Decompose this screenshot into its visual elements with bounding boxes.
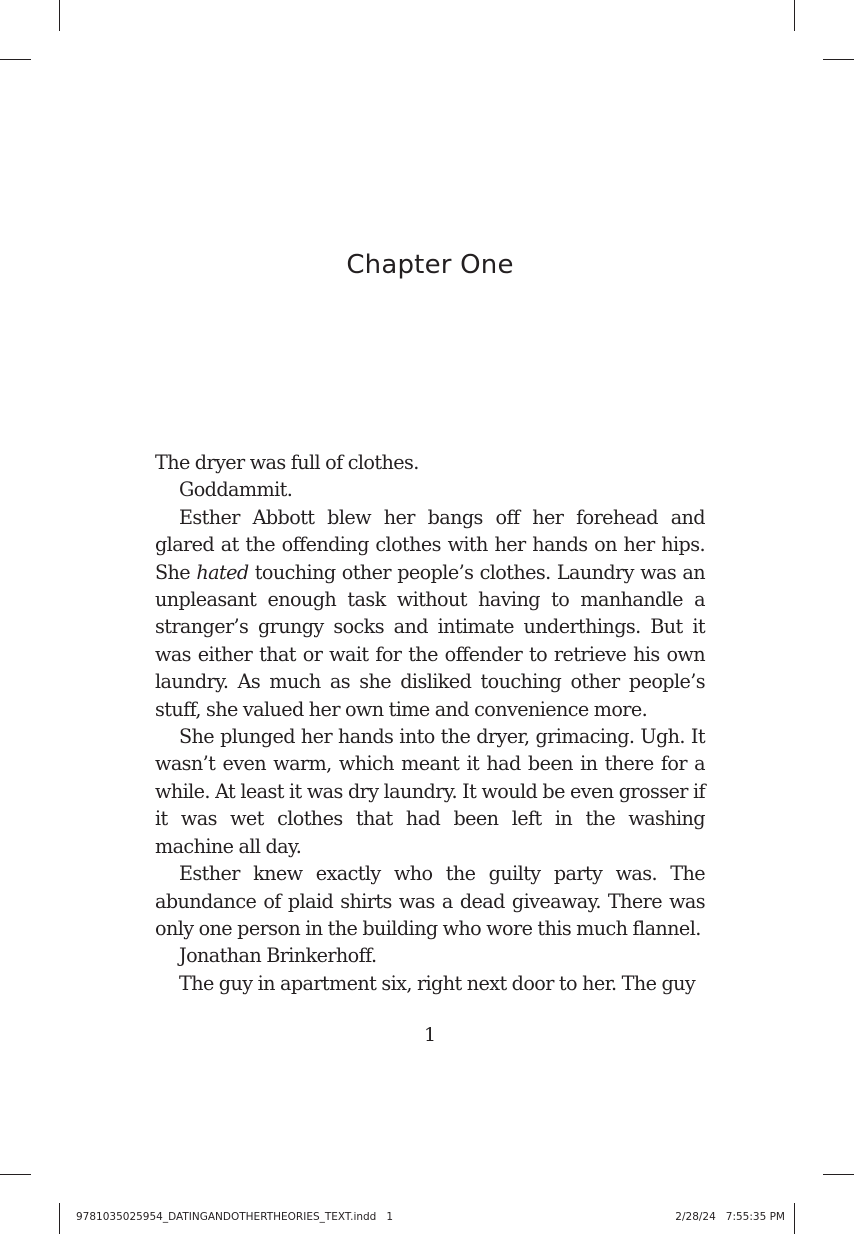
paragraph: The guy in apartment six, right next door to her. The guy <box>179 971 696 995</box>
paragraph <box>155 504 705 723</box>
emphasized-word: hated <box>196 560 249 584</box>
crop-mark-top-right-horizontal <box>823 59 854 60</box>
crop-mark-top-right <box>794 0 795 31</box>
crop-mark-top-left <box>59 0 60 31</box>
slug-date-time: 2/28/24 7:55:35 PM <box>675 1211 785 1223</box>
crop-mark-bottom-right-horizontal <box>823 1174 854 1175</box>
paragraph-text: touching other people’s clothes. Laundry was an unpleasant enough task without having to manhandle a stranger’s grungy socks and intimate underthings. But it was either that or wait for the offender to retrieve his own laundry. As much as she disliked touching other people’s stuff, she valued her own time and convenience more. <box>155 560 705 721</box>
crop-mark-top-left-horizontal <box>0 59 31 60</box>
slug-file-name: 9781035025954_DATINGANDOTHERTHEORIES_TEXT.indd 1 <box>76 1211 394 1223</box>
paragraph: She plunged her hands into the dryer, grimacing. Ugh. It wasn’t even warm, which meant it had been in there for a while. At least it was dry laundry. It would be even grosser if it was wet clothes that had been left in the washing machine all day. <box>155 725 705 858</box>
paragraph: The dryer was full of clothes. <box>155 451 419 474</box>
paragraph-text: Esther Abbott blew her bangs off her forehead and glared at the offending clothes with her hands on her hips. She <box>155 505 705 584</box>
paragraph: Jonathan Brinkerhoff. <box>179 944 377 968</box>
paragraph: Goddammit. <box>179 478 293 502</box>
crop-mark-bottom-left-horizontal <box>0 1174 31 1175</box>
paragraph: Esther knew exactly who the guilty party was. The abundance of plaid shirts was a dead giveaway. There was only one person in the building who wore this much flannel. <box>155 862 705 940</box>
body-text <box>155 449 705 997</box>
page-number: 1 <box>423 1024 437 1046</box>
crop-mark-bottom-right <box>794 1203 795 1234</box>
crop-mark-bottom-left <box>59 1203 60 1234</box>
chapter-title: Chapter One <box>346 250 514 280</box>
